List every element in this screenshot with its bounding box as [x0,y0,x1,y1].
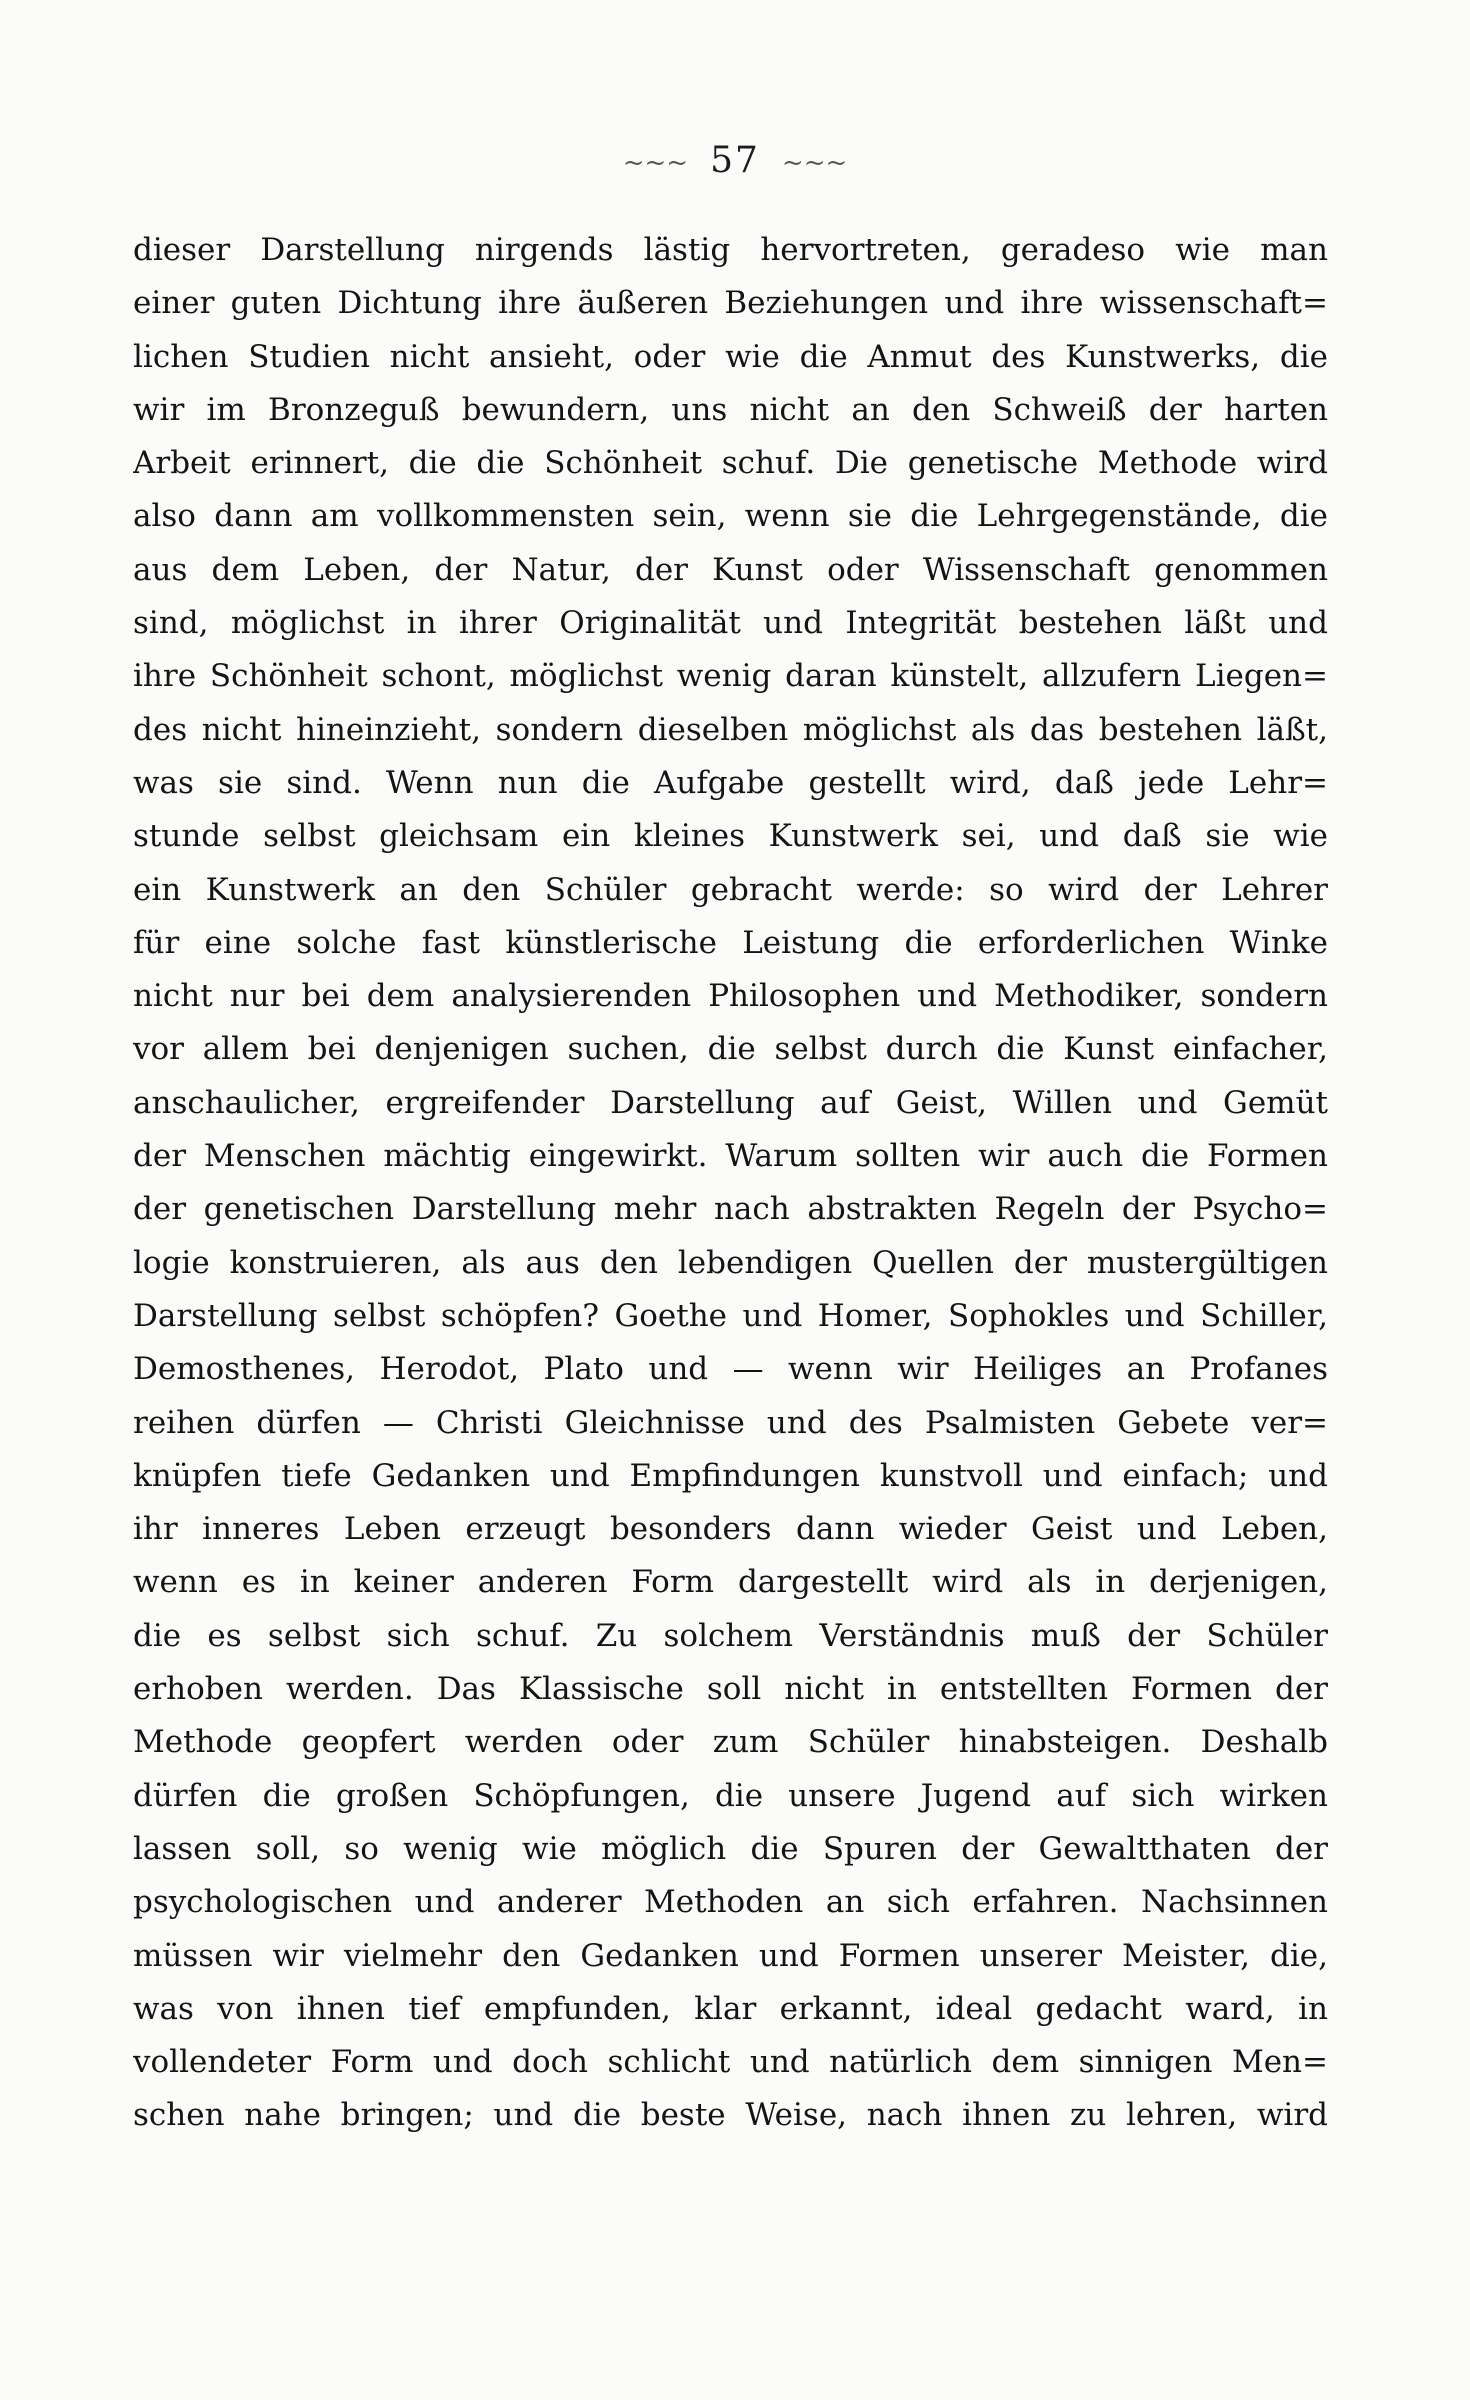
text-line: ihre Schönheit schont, möglichst wenig daran künstelt, allzufern Liegen= [133,658,1328,695]
page-header [0,140,1470,181]
text-line: also dann am vollkommensten sein, wenn sie die Lehrgegenstände, die [133,498,1328,535]
text-line: ihr inneres Leben erzeugt besonders dann wieder Geist und Leben, [133,1511,1328,1548]
text-line: psychologischen und anderer Methoden an sich erfahren. Nachsinnen [133,1884,1328,1921]
text-line: lassen soll, so wenig wie möglich die Spuren der Gewaltthaten der [133,1830,1328,1867]
text-line: was sie sind. Wenn nun die Aufgabe gestellt wird, daß jede Lehr= [133,764,1328,801]
header-ornament-right: ~~~ [781,148,848,178]
text-line: wir im Bronzeguß bewundern, uns nicht an den Schweiß der harten [133,391,1328,428]
text-line: schen nahe bringen; und die beste Weise, nach ihnen zu lehren, wird [133,2097,1328,2134]
page-number: 57 [710,140,760,181]
text-line: vollendeter Form und doch schlicht und natürlich dem sinnigen Men= [133,2044,1328,2081]
text-line: dieser Darstellung nirgends lästig hervortreten, geradeso wie man [133,232,1328,268]
text-line: Demosthenes, Herodot, Plato und — wenn wir Heiliges an Profanes [133,1351,1328,1388]
text-line: des nicht hineinzieht, sondern dieselben möglichst als das bestehen läßt, [133,711,1328,748]
text-line: Methode geopfert werden oder zum Schüler hinabsteigen. Deshalb [133,1724,1328,1761]
body-text [133,224,1328,2143]
text-line: müssen wir vielmehr den Gedanken und Formen unserer Meister, die, [133,1937,1328,1974]
text-line: Arbeit erinnert, die die Schönheit schuf. Die genetische Methode wird [133,445,1328,482]
text-line: reihen dürfen — Christi Gleichnisse und des Psalmisten Gebete ver= [133,1404,1328,1441]
text-line: sind, möglichst in ihrer Originalität und Integrität bestehen läßt und [133,605,1328,642]
text-line: ein Kunstwerk an den Schüler gebracht werde: so wird der Lehrer [133,871,1328,908]
text-line: aus dem Leben, der Natur, der Kunst oder Wissenschaft genommen [133,551,1328,588]
text-line: Darstellung selbst schöpfen? Goethe und Homer, Sophokles und Schiller, [133,1297,1328,1334]
text-line: der genetischen Darstellung mehr nach abstrakten Regeln der Psycho= [133,1191,1328,1228]
header-ornament-left: ~~~ [622,148,689,178]
text-line: logie konstruieren, als aus den lebendigen Quellen der mustergültigen [133,1244,1328,1281]
text-line: einer guten Dichtung ihre äußeren Beziehungen und ihre wissenschaft= [133,285,1328,322]
text-line: dürfen die großen Schöpfungen, die unsere Jugend auf sich wirken [133,1777,1328,1814]
text-line: vor allem bei denjenigen suchen, die selbst durch die Kunst einfacher, [133,1031,1328,1068]
text-line: was von ihnen tief empfunden, klar erkannt, ideal gedacht ward, in [133,1990,1328,2027]
text-line: nicht nur bei dem analysierenden Philosophen und Methodiker, sondern [133,978,1328,1015]
text-line: erhoben werden. Das Klassische soll nicht in entstellten Formen der [133,1671,1328,1708]
text-line: die es selbst sich schuf. Zu solchem Verständnis muß der Schüler [133,1617,1328,1654]
text-line: für eine solche fast künstlerische Leistung die erforderlichen Winke [133,924,1328,961]
text-line: lichen Studien nicht ansieht, oder wie die Anmut des Kunstwerks, die [133,338,1328,375]
text-line: anschaulicher, ergreifender Darstellung auf Geist, Willen und Gemüt [133,1084,1328,1121]
text-line: stunde selbst gleichsam ein kleines Kunstwerk sei, und daß sie wie [133,818,1328,855]
text-line: knüpfen tiefe Gedanken und Empfindungen kunstvoll und einfach; und [133,1457,1328,1494]
text-line: der Menschen mächtig eingewirkt. Warum sollten wir auch die Formen [133,1138,1328,1175]
text-line: wenn es in keiner anderen Form dargestellt wird als in derjenigen, [133,1564,1328,1601]
